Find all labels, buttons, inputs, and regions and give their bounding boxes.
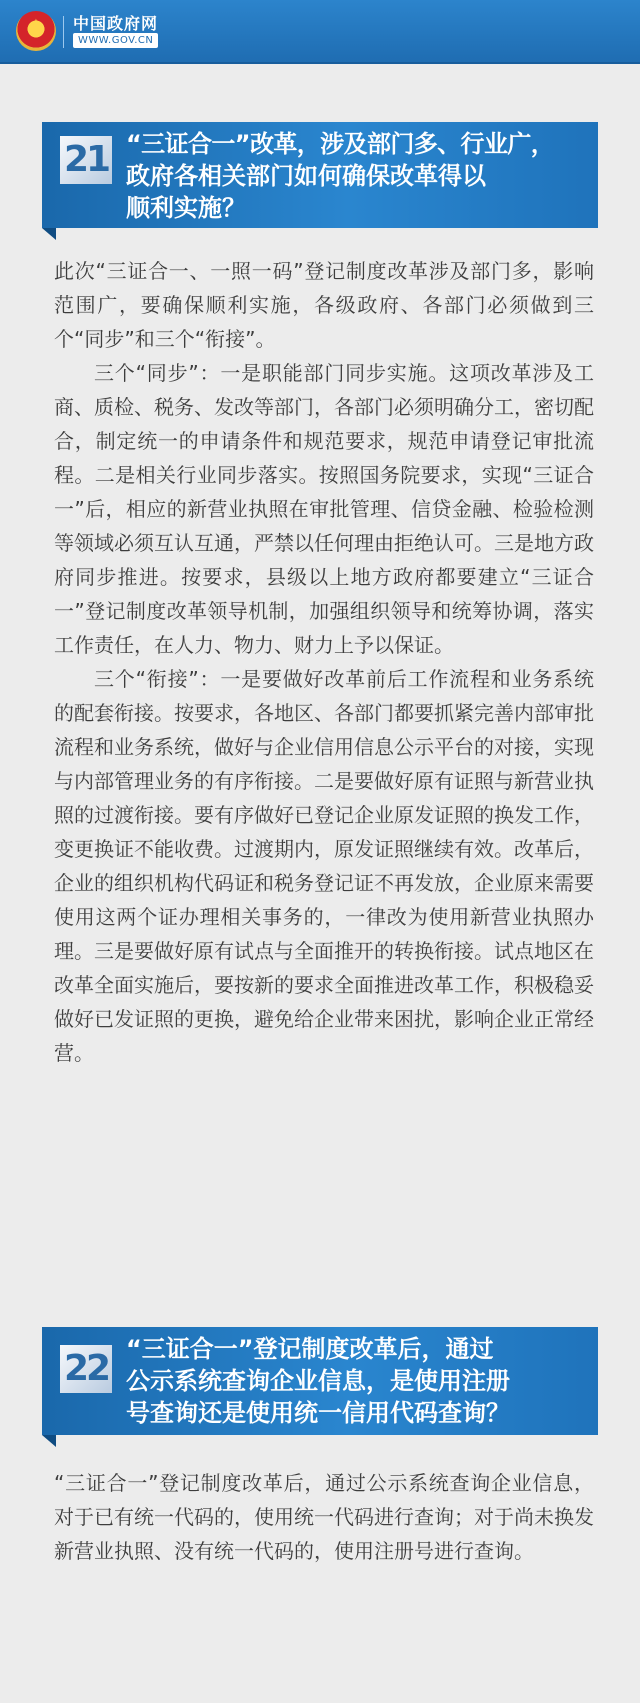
paragraph: 三个“同步”：一是职能部门同步实施。这项改革涉及工商、质检、税务、发改等部门，各部门必须明确分工，密切配合，制定统一的申请条件和规范要求，规范申请登记审批流程。二是相关行业同步落实。按照国务院要求，实现“三证合一”后，相应的新营业执照在审批管理、信贷金融、检验检测等领域必须互认互通，严禁以任何理由拒绝认可。三是地方政府同步推进。按要求，县级以上地方政府都要建立“三证合一”登记制度改革领导机制，加强组织领导和统筹协调，落实工作责任，在人力、物力、财力上予以保证。	[54, 361, 594, 657]
question-22-banner	[42, 1327, 598, 1447]
banner-fold	[42, 228, 56, 240]
answer-21	[54, 254, 594, 1070]
question-title-line: 顺利实施？	[126, 194, 246, 222]
national-emblem-icon	[16, 11, 56, 51]
question-title	[126, 128, 590, 224]
question-21-banner	[42, 122, 598, 240]
paragraph: “三证合一”登记制度改革后，通过公示系统查询企业信息，对于已有统一代码的，使用统一代码进行查询；对于尚未换发新营业执照、没有统一代码的，使用注册号进行查询。	[54, 1471, 594, 1563]
question-number: 22	[60, 1345, 112, 1393]
paragraph: 三个“衔接”：一是要做好改革前后工作流程和业务系统的配套衔接。按要求，各地区、各部门都要抓紧完善内部审批流程和业务系统，做好与企业信用信息公示平台的对接，实现与内部管理业务的有序衔接。二是要做好原有证照与新营业执照的过渡衔接。要有序做好已登记企业原发证照的换发工作，变更换证不能收费。过渡期内，原发证照继续有效。改革后，企业的组织机构代码证和税务登记证不再发放，企业原来需要使用这两个证办理相关事务的，一律改为使用新营业执照办理。三是要做好原有试点与全面推开的转换衔接。试点地区在改革全面实施后，要按新的要求全面推进改革工作，积极稳妥做好已发证照的更换，避免给企业带来困扰，影响企业正常经营。	[54, 667, 594, 1065]
header-divider	[63, 16, 64, 48]
question-number: 21	[60, 136, 112, 184]
question-title	[126, 1333, 590, 1429]
question-title-line: 号查询还是使用统一信用代码查询？	[126, 1399, 510, 1427]
answer-22	[54, 1466, 594, 1568]
question-title-line: “三证合一”改革，涉及部门多、行业广，	[126, 130, 555, 158]
question-title-line: “三证合一”登记制度改革后，通过	[126, 1335, 494, 1363]
paragraph: 此次“三证合一、一照一码”登记制度改革涉及部门多，影响范围广，要确保顺利实施，各级政府、各部门必须做到三个“同步”和三个“衔接”。	[54, 259, 594, 351]
question-title-line: 公示系统查询企业信息，是使用注册	[126, 1367, 510, 1395]
site-header	[0, 0, 640, 64]
site-name[interactable]: 中国政府网	[73, 14, 159, 33]
question-title-line: 政府各相关部门如何确保改革得以	[126, 162, 486, 190]
site-url[interactable]: WWW.GOV.CN	[73, 33, 158, 48]
banner-fold	[42, 1435, 56, 1447]
